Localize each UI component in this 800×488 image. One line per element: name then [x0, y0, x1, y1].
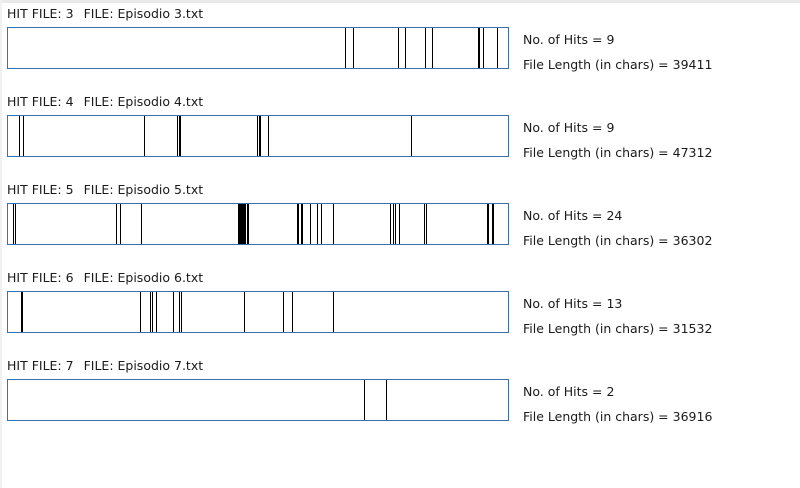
hit-marker	[321, 204, 322, 244]
hit-marker	[353, 28, 354, 68]
hit-marker	[19, 116, 20, 156]
hit-marker	[425, 28, 426, 68]
hit-marker	[386, 380, 387, 420]
file-length: File Length (in chars) = 36916	[523, 409, 713, 424]
hit-marker	[398, 28, 399, 68]
hit-marker	[259, 116, 260, 156]
hit-marker	[23, 116, 24, 156]
hit-marker	[301, 204, 302, 244]
hit-marker	[120, 204, 121, 244]
hit-marker	[173, 292, 174, 332]
file-length: File Length (in chars) = 31532	[523, 321, 713, 336]
hit-marker	[426, 204, 427, 244]
hit-stats	[523, 291, 712, 341]
hit-marker	[292, 292, 293, 332]
hit-stats	[523, 27, 712, 77]
hit-marker	[181, 292, 182, 332]
hit-distribution-bar[interactable]	[7, 203, 509, 245]
hit-marker	[390, 204, 391, 244]
hit-marker	[492, 204, 493, 244]
hit-file-block	[0, 270, 800, 358]
hit-marker	[483, 28, 484, 68]
hit-marker	[140, 292, 141, 332]
hit-marker	[141, 204, 142, 244]
hit-count: No. of Hits = 9	[523, 120, 615, 135]
hit-marker	[177, 116, 178, 156]
hit-marker	[144, 116, 145, 156]
window-top-edge	[0, 0, 800, 3]
hit-file-number: HIT FILE: 5	[7, 182, 74, 197]
file-name: FILE: Episodio 3.txt	[83, 6, 204, 21]
hit-file-header	[7, 6, 203, 22]
hit-distribution-bar[interactable]	[7, 115, 509, 157]
hit-marker	[179, 116, 180, 156]
hit-file-header	[7, 358, 203, 374]
hit-marker	[432, 28, 433, 68]
hit-marker	[152, 292, 153, 332]
hit-file-block	[0, 94, 800, 182]
hit-marker	[116, 204, 117, 244]
hit-file-header	[7, 94, 203, 110]
hit-file-number: HIT FILE: 7	[7, 358, 74, 373]
hit-marker	[395, 204, 396, 244]
hit-marker	[244, 292, 245, 332]
hit-marker	[244, 204, 245, 244]
file-length: File Length (in chars) = 36302	[523, 233, 713, 248]
hit-distribution-bar[interactable]	[7, 27, 509, 69]
hit-marker	[22, 292, 23, 332]
hit-marker	[411, 116, 412, 156]
hit-count: No. of Hits = 2	[523, 384, 615, 399]
hit-marker	[268, 116, 269, 156]
hit-marker	[333, 204, 334, 244]
hit-marker	[15, 204, 16, 244]
file-name: FILE: Episodio 5.txt	[83, 182, 204, 197]
hit-file-block	[0, 358, 800, 446]
hit-marker	[156, 292, 157, 332]
file-length: File Length (in chars) = 47312	[523, 145, 713, 160]
hit-distribution-bar[interactable]	[7, 379, 509, 421]
hit-file-number: HIT FILE: 3	[7, 6, 74, 21]
hit-file-number: HIT FILE: 6	[7, 270, 74, 285]
file-length: File Length (in chars) = 39411	[523, 57, 713, 72]
hit-count: No. of Hits = 9	[523, 32, 615, 47]
file-name: FILE: Episodio 6.txt	[83, 270, 204, 285]
hit-marker	[317, 204, 318, 244]
hit-marker	[297, 204, 298, 244]
file-name: FILE: Episodio 4.txt	[83, 94, 204, 109]
file-name: FILE: Episodio 7.txt	[83, 358, 204, 373]
hit-stats	[523, 115, 712, 165]
hit-file-header	[7, 270, 203, 286]
hit-stats	[523, 203, 712, 253]
hit-marker	[364, 380, 365, 420]
hit-count: No. of Hits = 13	[523, 296, 623, 311]
hit-marker	[310, 204, 311, 244]
hit-marker	[283, 292, 284, 332]
hit-marker	[333, 292, 334, 332]
hit-marker	[478, 28, 479, 68]
hit-file-block	[0, 182, 800, 270]
hit-marker	[247, 204, 248, 244]
hit-count: No. of Hits = 24	[523, 208, 623, 223]
hit-marker	[345, 28, 346, 68]
hit-marker	[487, 204, 488, 244]
hit-stats	[523, 379, 712, 429]
hit-marker	[405, 28, 406, 68]
hit-file-number: HIT FILE: 4	[7, 94, 74, 109]
hit-marker	[399, 204, 400, 244]
hit-distribution-bar[interactable]	[7, 291, 509, 333]
hit-file-header	[7, 182, 203, 198]
hit-file-block	[0, 6, 800, 94]
hit-marker	[497, 28, 498, 68]
